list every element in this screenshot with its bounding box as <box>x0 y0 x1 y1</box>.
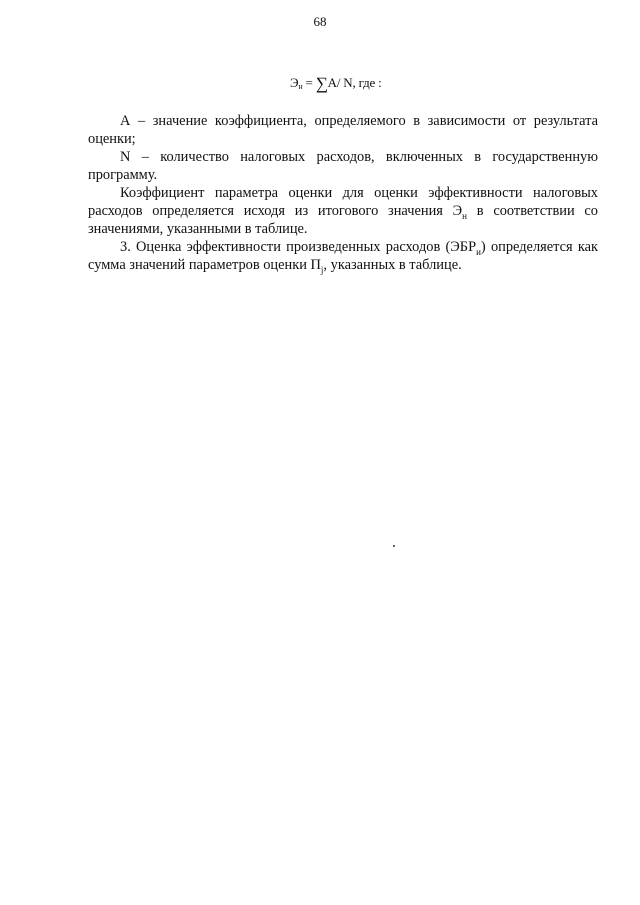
formula-equals: = <box>302 75 316 90</box>
coefficient-subscript: н <box>462 210 467 221</box>
sum-symbol: ∑ <box>315 74 328 93</box>
definition-a: А – значение коэффициента, определяемого в зависимости от результата оценки; <box>88 113 598 147</box>
item-3-subscript-j: j <box>320 264 324 275</box>
formula-lhs: Э <box>290 75 299 90</box>
formula <box>290 74 382 94</box>
item-3-text-start: 3. Оценка эффективности произведенных расходов (ЭБР <box>120 239 477 255</box>
scan-speck <box>393 545 395 547</box>
coefficient-text-start: Коэффициент параметра оценки для оценки эффективности налоговых расходов определяется исходя из итогового значения Э <box>88 185 598 219</box>
item-3-subscript-i: и <box>476 246 481 257</box>
item-3-paragraph <box>88 238 598 274</box>
coefficient-paragraph <box>88 184 598 238</box>
item-3-text-end: , указанных в таблице. <box>323 257 462 273</box>
formula-rhs: A/ N, где : <box>327 75 382 90</box>
coefficient-text-end: в соответствии со значениями, указанными в таблице. <box>88 203 599 237</box>
definition-n: N – количество налоговых расходов, включенных в государственную программу. <box>88 149 598 183</box>
page-number: 68 <box>313 14 327 29</box>
item-3-text-middle: ) определяется как сумма значений параметров оценки П <box>88 239 599 273</box>
formula-lhs-subscript: н <box>298 82 303 91</box>
document-body <box>88 112 598 274</box>
